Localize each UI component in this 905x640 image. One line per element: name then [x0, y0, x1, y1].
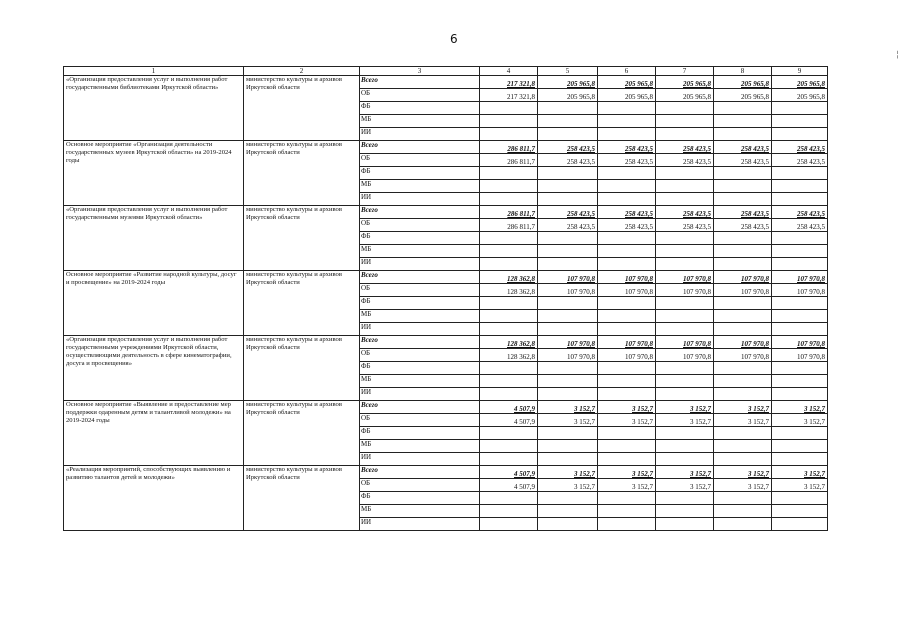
source-label: МБ [360, 375, 480, 388]
amount-cell [598, 505, 656, 518]
amount-cell [538, 115, 598, 128]
amount-cell [714, 245, 772, 258]
activity-name: Основное мероприятие «Выявление и предоставление мер поддержки одаренным детям и талантливой молодежи» на 2019-2024 годы [64, 401, 244, 466]
amount-cell [480, 440, 538, 453]
amount-cell [656, 505, 714, 518]
source-label: Всего [360, 466, 480, 479]
page-number: 6 [450, 32, 458, 46]
amount-cell [656, 453, 714, 466]
amount-cell [656, 102, 714, 115]
amount-cell: 258 423,5 [714, 141, 772, 154]
amount-cell: 128 362,8 [480, 349, 538, 362]
amount-cell: 258 423,5 [714, 219, 772, 232]
activity-name: Основное мероприятие «Организация деятельности государственных музеев Иркутской области» на 2019-2024 годы [64, 141, 244, 206]
amount-cell [714, 102, 772, 115]
source-label: МБ [360, 505, 480, 518]
amount-cell: 3 152,7 [772, 479, 828, 492]
amount-cell [598, 180, 656, 193]
amount-cell: 4 507,9 [480, 479, 538, 492]
amount-cell: 107 970,8 [656, 284, 714, 297]
amount-cell [538, 297, 598, 310]
amount-cell: 205 965,8 [772, 89, 828, 102]
amount-cell [714, 388, 772, 401]
source-label: ОБ [360, 349, 480, 362]
amount-cell [656, 115, 714, 128]
activity-name: Основное мероприятие «Развитие народной культуры, досуг и просвещение» на 2019-2024 годы [64, 271, 244, 336]
amount-cell [598, 245, 656, 258]
amount-cell [598, 258, 656, 271]
amount-cell: 258 423,5 [598, 141, 656, 154]
source-label: МБ [360, 180, 480, 193]
column-header: 2 [244, 67, 360, 76]
amount-cell [480, 232, 538, 245]
amount-cell [480, 453, 538, 466]
executor-name: министерство культуры и архивов Иркутской области [244, 336, 360, 401]
amount-cell: 107 970,8 [714, 271, 772, 284]
executor-name: министерство культуры и архивов Иркутской области [244, 76, 360, 141]
amount-cell [714, 505, 772, 518]
amount-cell [714, 518, 772, 531]
amount-cell [480, 167, 538, 180]
amount-cell: 107 970,8 [598, 284, 656, 297]
amount-cell: 258 423,5 [772, 206, 828, 219]
amount-cell [656, 180, 714, 193]
amount-cell: 3 152,7 [538, 401, 598, 414]
amount-cell [598, 362, 656, 375]
amount-cell [480, 492, 538, 505]
column-header: 7 [656, 67, 714, 76]
amount-cell [480, 505, 538, 518]
amount-cell: 128 362,8 [480, 271, 538, 284]
amount-cell: 107 970,8 [598, 349, 656, 362]
amount-cell: 205 965,8 [656, 76, 714, 89]
amount-cell [598, 323, 656, 336]
amount-cell: 258 423,5 [538, 141, 598, 154]
amount-cell [772, 128, 828, 141]
block-total-row [64, 76, 828, 89]
amount-cell [772, 193, 828, 206]
amount-cell [538, 375, 598, 388]
amount-cell: 107 970,8 [714, 336, 772, 349]
amount-cell [480, 388, 538, 401]
amount-cell [714, 258, 772, 271]
amount-cell: 258 423,5 [656, 141, 714, 154]
amount-cell: 107 970,8 [538, 284, 598, 297]
funding-table [63, 66, 828, 531]
source-label: ИИ [360, 518, 480, 531]
executor-name: министерство культуры и архивов Иркутской области [244, 401, 360, 466]
amount-cell [538, 128, 598, 141]
amount-cell [714, 180, 772, 193]
source-label: Всего [360, 401, 480, 414]
amount-cell: 286 811,7 [480, 154, 538, 167]
amount-cell [480, 375, 538, 388]
activity-name: «Организация предоставления услуг и выполнения работ государственными библиотеками Иркутской области» [64, 76, 244, 141]
amount-cell [772, 115, 828, 128]
activity-name: «Организация предоставления услуг и выполнения работ государственными музеями Иркутской области» [64, 206, 244, 271]
amount-cell [598, 518, 656, 531]
source-label: ФБ [360, 232, 480, 245]
amount-cell: 4 507,9 [480, 401, 538, 414]
amount-cell [480, 245, 538, 258]
amount-cell [538, 427, 598, 440]
activity-name: «Реализация мероприятий, способствующих выявлению и развитию талантов детей и молодежи» [64, 466, 244, 531]
amount-cell [480, 115, 538, 128]
amount-cell [714, 375, 772, 388]
amount-cell [538, 323, 598, 336]
amount-cell [480, 128, 538, 141]
source-label: Всего [360, 336, 480, 349]
amount-cell [598, 440, 656, 453]
amount-cell: 258 423,5 [538, 154, 598, 167]
amount-cell: 3 152,7 [538, 414, 598, 427]
block-total-row [64, 206, 828, 219]
source-label: Всего [360, 271, 480, 284]
amount-cell: 286 811,7 [480, 219, 538, 232]
amount-cell [714, 440, 772, 453]
amount-cell [772, 505, 828, 518]
amount-cell [598, 492, 656, 505]
amount-cell [772, 245, 828, 258]
column-header: 3 [360, 67, 480, 76]
amount-cell [772, 362, 828, 375]
amount-cell [538, 492, 598, 505]
source-label: ОБ [360, 284, 480, 297]
amount-cell [538, 310, 598, 323]
source-label: ИИ [360, 323, 480, 336]
amount-cell: 258 423,5 [772, 154, 828, 167]
column-header: 4 [480, 67, 538, 76]
amount-cell: 258 423,5 [598, 219, 656, 232]
amount-cell: 205 965,8 [598, 76, 656, 89]
amount-cell [656, 310, 714, 323]
executor-name: министерство культуры и архивов Иркутской области [244, 206, 360, 271]
amount-cell [772, 518, 828, 531]
source-label: ФБ [360, 167, 480, 180]
amount-cell [714, 167, 772, 180]
amount-cell [656, 427, 714, 440]
source-label: ФБ [360, 102, 480, 115]
amount-cell [480, 193, 538, 206]
amount-cell [538, 245, 598, 258]
source-label: ИИ [360, 258, 480, 271]
amount-cell: 3 152,7 [772, 414, 828, 427]
amount-cell [480, 518, 538, 531]
amount-cell: 3 152,7 [772, 401, 828, 414]
amount-cell: 205 965,8 [538, 76, 598, 89]
amount-cell: 107 970,8 [656, 349, 714, 362]
amount-cell: 258 423,5 [656, 154, 714, 167]
amount-cell [656, 375, 714, 388]
amount-cell [656, 258, 714, 271]
amount-cell: 217 321,8 [480, 76, 538, 89]
column-header: 5 [538, 67, 598, 76]
amount-cell: 258 423,5 [598, 154, 656, 167]
amount-cell [656, 128, 714, 141]
amount-cell [538, 167, 598, 180]
amount-cell [598, 115, 656, 128]
amount-cell [598, 388, 656, 401]
source-label: ИИ [360, 193, 480, 206]
amount-cell [772, 297, 828, 310]
source-label: ИИ [360, 128, 480, 141]
amount-cell [538, 440, 598, 453]
amount-cell: 107 970,8 [714, 349, 772, 362]
amount-cell: 205 965,8 [538, 89, 598, 102]
amount-cell: 107 970,8 [656, 336, 714, 349]
source-label: ФБ [360, 492, 480, 505]
amount-cell [772, 440, 828, 453]
amount-cell [598, 128, 656, 141]
amount-cell: 107 970,8 [538, 271, 598, 284]
amount-cell [538, 388, 598, 401]
source-label: МБ [360, 115, 480, 128]
amount-cell [538, 453, 598, 466]
amount-cell [656, 297, 714, 310]
amount-cell [714, 362, 772, 375]
amount-cell [480, 310, 538, 323]
source-label: Всего [360, 76, 480, 89]
amount-cell: 3 152,7 [656, 479, 714, 492]
amount-cell [772, 492, 828, 505]
amount-cell [714, 453, 772, 466]
amount-cell: 128 362,8 [480, 284, 538, 297]
amount-cell [598, 167, 656, 180]
amount-cell [714, 115, 772, 128]
amount-cell [598, 310, 656, 323]
activity-name: «Организация предоставления услуг и выполнения работ государственными учреждениями Иркутской области, осуществляющими деятельность в сфере кинематографии, досуга и просвещения» [64, 336, 244, 401]
amount-cell [714, 492, 772, 505]
amount-cell: 3 152,7 [656, 466, 714, 479]
amount-cell [656, 362, 714, 375]
amount-cell: 4 507,9 [480, 466, 538, 479]
block-total-row [64, 401, 828, 414]
amount-cell [714, 232, 772, 245]
amount-cell: 3 152,7 [714, 479, 772, 492]
amount-cell: 205 965,8 [656, 89, 714, 102]
amount-cell: 3 152,7 [714, 414, 772, 427]
amount-cell: 205 965,8 [714, 76, 772, 89]
amount-cell [598, 102, 656, 115]
amount-cell [772, 102, 828, 115]
source-label: МБ [360, 310, 480, 323]
column-header: 9 [772, 67, 828, 76]
amount-cell [772, 232, 828, 245]
amount-cell [538, 232, 598, 245]
amount-cell [656, 232, 714, 245]
amount-cell: 217 321,8 [480, 89, 538, 102]
amount-cell [480, 427, 538, 440]
amount-cell [772, 375, 828, 388]
amount-cell: 4 507,9 [480, 414, 538, 427]
amount-cell [538, 505, 598, 518]
amount-cell: 205 965,8 [772, 76, 828, 89]
amount-cell: 3 152,7 [714, 401, 772, 414]
source-label: Всего [360, 141, 480, 154]
amount-cell: 3 152,7 [772, 466, 828, 479]
amount-cell: 258 423,5 [538, 219, 598, 232]
amount-cell: 107 970,8 [772, 271, 828, 284]
amount-cell [714, 323, 772, 336]
source-label: ОБ [360, 89, 480, 102]
amount-cell [772, 388, 828, 401]
amount-cell [480, 258, 538, 271]
block-total-row [64, 466, 828, 479]
source-label: МБ [360, 440, 480, 453]
amount-cell [714, 310, 772, 323]
margin-mark: ¦ [895, 50, 899, 60]
amount-cell [480, 180, 538, 193]
amount-cell [538, 362, 598, 375]
amount-cell [772, 258, 828, 271]
amount-cell [538, 180, 598, 193]
header-row [64, 67, 828, 76]
source-label: ИИ [360, 388, 480, 401]
amount-cell [656, 518, 714, 531]
amount-cell: 107 970,8 [538, 336, 598, 349]
amount-cell [656, 492, 714, 505]
amount-cell [538, 102, 598, 115]
amount-cell: 3 152,7 [714, 466, 772, 479]
block-total-row [64, 336, 828, 349]
amount-cell: 258 423,5 [656, 219, 714, 232]
amount-cell [772, 427, 828, 440]
amount-cell [714, 297, 772, 310]
amount-cell: 3 152,7 [598, 401, 656, 414]
column-header: 6 [598, 67, 656, 76]
amount-cell: 286 811,7 [480, 206, 538, 219]
amount-cell [480, 102, 538, 115]
amount-cell [772, 167, 828, 180]
amount-cell: 258 423,5 [714, 154, 772, 167]
amount-cell [714, 427, 772, 440]
amount-cell [598, 193, 656, 206]
amount-cell [480, 297, 538, 310]
source-label: ОБ [360, 479, 480, 492]
amount-cell [538, 518, 598, 531]
amount-cell: 107 970,8 [772, 349, 828, 362]
amount-cell: 3 152,7 [598, 466, 656, 479]
amount-cell [772, 453, 828, 466]
executor-name: министерство культуры и архивов Иркутской области [244, 466, 360, 531]
amount-cell: 128 362,8 [480, 336, 538, 349]
amount-cell: 205 965,8 [598, 89, 656, 102]
source-label: ФБ [360, 362, 480, 375]
amount-cell: 107 970,8 [772, 336, 828, 349]
amount-cell: 3 152,7 [598, 479, 656, 492]
amount-cell [656, 388, 714, 401]
amount-cell: 258 423,5 [772, 219, 828, 232]
amount-cell: 258 423,5 [714, 206, 772, 219]
amount-cell [598, 232, 656, 245]
source-label: ИИ [360, 453, 480, 466]
amount-cell [538, 258, 598, 271]
amount-cell: 258 423,5 [656, 206, 714, 219]
source-label: ОБ [360, 414, 480, 427]
amount-cell: 107 970,8 [538, 349, 598, 362]
amount-cell [656, 323, 714, 336]
amount-cell: 107 970,8 [598, 336, 656, 349]
amount-cell [598, 375, 656, 388]
block-total-row [64, 271, 828, 284]
executor-name: министерство культуры и архивов Иркутской области [244, 271, 360, 336]
amount-cell [598, 297, 656, 310]
column-header: 8 [714, 67, 772, 76]
amount-cell [772, 323, 828, 336]
source-label: ОБ [360, 154, 480, 167]
amount-cell [714, 193, 772, 206]
amount-cell: 107 970,8 [714, 284, 772, 297]
amount-cell [480, 362, 538, 375]
amount-cell: 107 970,8 [772, 284, 828, 297]
amount-cell [656, 245, 714, 258]
amount-cell: 3 152,7 [598, 414, 656, 427]
amount-cell: 205 965,8 [714, 89, 772, 102]
amount-cell: 258 423,5 [538, 206, 598, 219]
amount-cell [598, 453, 656, 466]
amount-cell [538, 193, 598, 206]
column-header: 1 [64, 67, 244, 76]
amount-cell [656, 167, 714, 180]
source-label: ФБ [360, 297, 480, 310]
source-label: МБ [360, 245, 480, 258]
amount-cell [480, 323, 538, 336]
amount-cell: 258 423,5 [772, 141, 828, 154]
source-label: Всего [360, 206, 480, 219]
amount-cell [656, 193, 714, 206]
executor-name: министерство культуры и архивов Иркутской области [244, 141, 360, 206]
amount-cell: 107 970,8 [656, 271, 714, 284]
amount-cell: 107 970,8 [598, 271, 656, 284]
amount-cell: 258 423,5 [598, 206, 656, 219]
amount-cell [598, 427, 656, 440]
amount-cell [772, 310, 828, 323]
amount-cell: 3 152,7 [656, 414, 714, 427]
amount-cell [714, 128, 772, 141]
amount-cell: 3 152,7 [656, 401, 714, 414]
block-total-row [64, 141, 828, 154]
amount-cell [772, 180, 828, 193]
amount-cell: 3 152,7 [538, 479, 598, 492]
amount-cell: 3 152,7 [538, 466, 598, 479]
amount-cell: 286 811,7 [480, 141, 538, 154]
source-label: ФБ [360, 427, 480, 440]
source-label: ОБ [360, 219, 480, 232]
amount-cell [656, 440, 714, 453]
